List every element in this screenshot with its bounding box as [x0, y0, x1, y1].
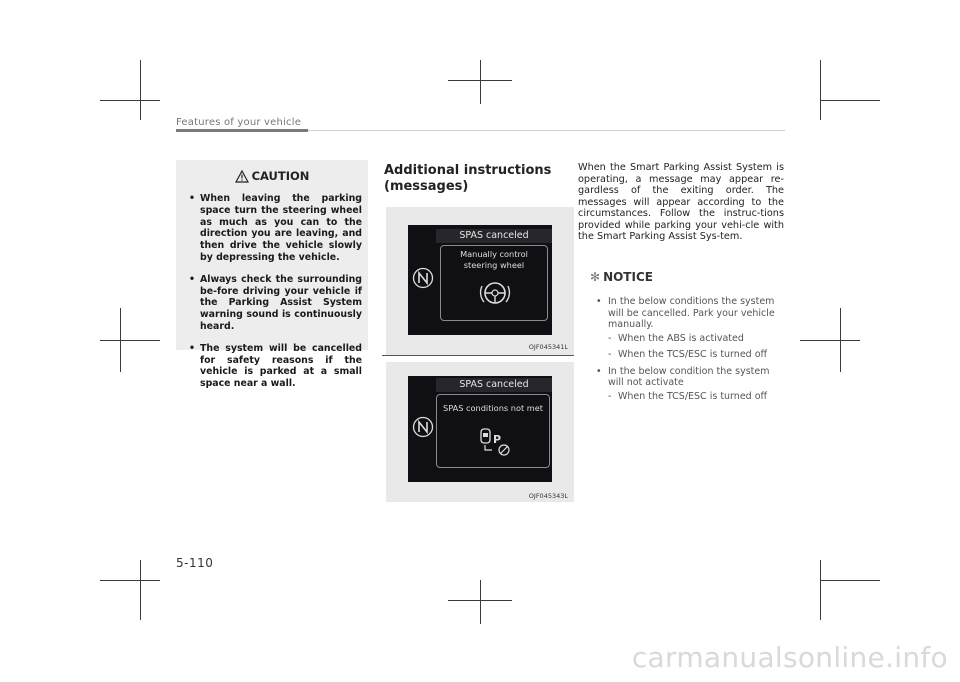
figure-separator [382, 355, 574, 356]
crop-mark [100, 580, 160, 581]
body-paragraph: When the Smart Parking Assist System is operating, a message may appear re-gardless of the exiting order. The messages will appear according to the circumstances. Follow the instruc-tions provided while parking your vehi-cle with the Smart Parking Assist Sys-tem. [578, 162, 784, 242]
gear-neutral-icon [412, 267, 434, 289]
display-header: SPAS canceled [436, 229, 552, 243]
display-message: SPAS conditions not met [443, 403, 543, 413]
notice-title: ✻ NOTICE [590, 270, 653, 284]
display-message-frame [440, 245, 548, 321]
registration-mark [480, 60, 481, 104]
header-rule [308, 130, 785, 131]
notice-star-icon: ✻ [590, 270, 601, 284]
svg-text:P: P [493, 433, 502, 446]
figure-code: OJF045343L [528, 492, 568, 500]
crop-mark [140, 60, 141, 120]
crop-mark [820, 60, 821, 120]
caution-item: • The system will be cancelled for safety reasons if the vehicle is parked at a small space near a wall. [189, 342, 362, 390]
notice-subitem: - When the TCS/ESC is turned off [608, 349, 768, 360]
registration-mark [800, 340, 860, 341]
running-header: Features of your vehicle [176, 117, 302, 128]
warning-triangle-icon [235, 170, 249, 186]
caution-item: • When leaving the parking space turn the steering wheel as much as you can to the direction you are leaving, and then drive the vehicle slowly by depressing the vehicle. [189, 193, 362, 263]
crop-mark [820, 580, 880, 581]
caution-title: CAUTION [176, 169, 368, 186]
display-header: SPAS canceled [436, 378, 552, 392]
crop-mark [820, 560, 821, 620]
caution-list [184, 193, 362, 400]
caution-item: • Always check the surrounding be-fore driving your vehicle if the Parking Assist System warning sound is continuously heard. [189, 273, 362, 332]
figure-code: OJF045341L [528, 343, 568, 351]
notice-subitem: - When the ABS is activated [608, 332, 744, 344]
watermark: carmanualsonline.info [631, 641, 948, 674]
page-number: 5-110 [176, 556, 214, 570]
notice-item: • In the below condition the system will not activate [596, 365, 770, 388]
steering-wheel-icon [478, 276, 512, 310]
registration-mark [480, 580, 481, 624]
registration-mark [840, 308, 841, 372]
crop-mark [140, 560, 141, 620]
cluster-display [408, 376, 552, 482]
figure-spas-manual-control [386, 207, 574, 355]
notice-subitem: - When the TCS/ESC is turned off [608, 390, 768, 402]
figure-spas-conditions [386, 362, 574, 502]
notice-item: • In the below conditions the system will be cancelled. Park your vehicle manually. [596, 296, 775, 330]
crop-mark [820, 100, 880, 101]
registration-mark [100, 340, 160, 341]
crop-mark [100, 100, 160, 101]
gear-neutral-icon [412, 416, 434, 438]
section-title: Additional instructions (messages) [384, 163, 552, 194]
header-bar [176, 129, 308, 132]
display-message-frame [436, 394, 550, 468]
cluster-display [408, 225, 552, 335]
display-message: Manually control steering wheel [460, 249, 528, 270]
notice-list [592, 296, 782, 407]
caution-box [176, 160, 368, 390]
registration-mark [120, 308, 121, 372]
parking-not-available-icon [477, 425, 513, 459]
